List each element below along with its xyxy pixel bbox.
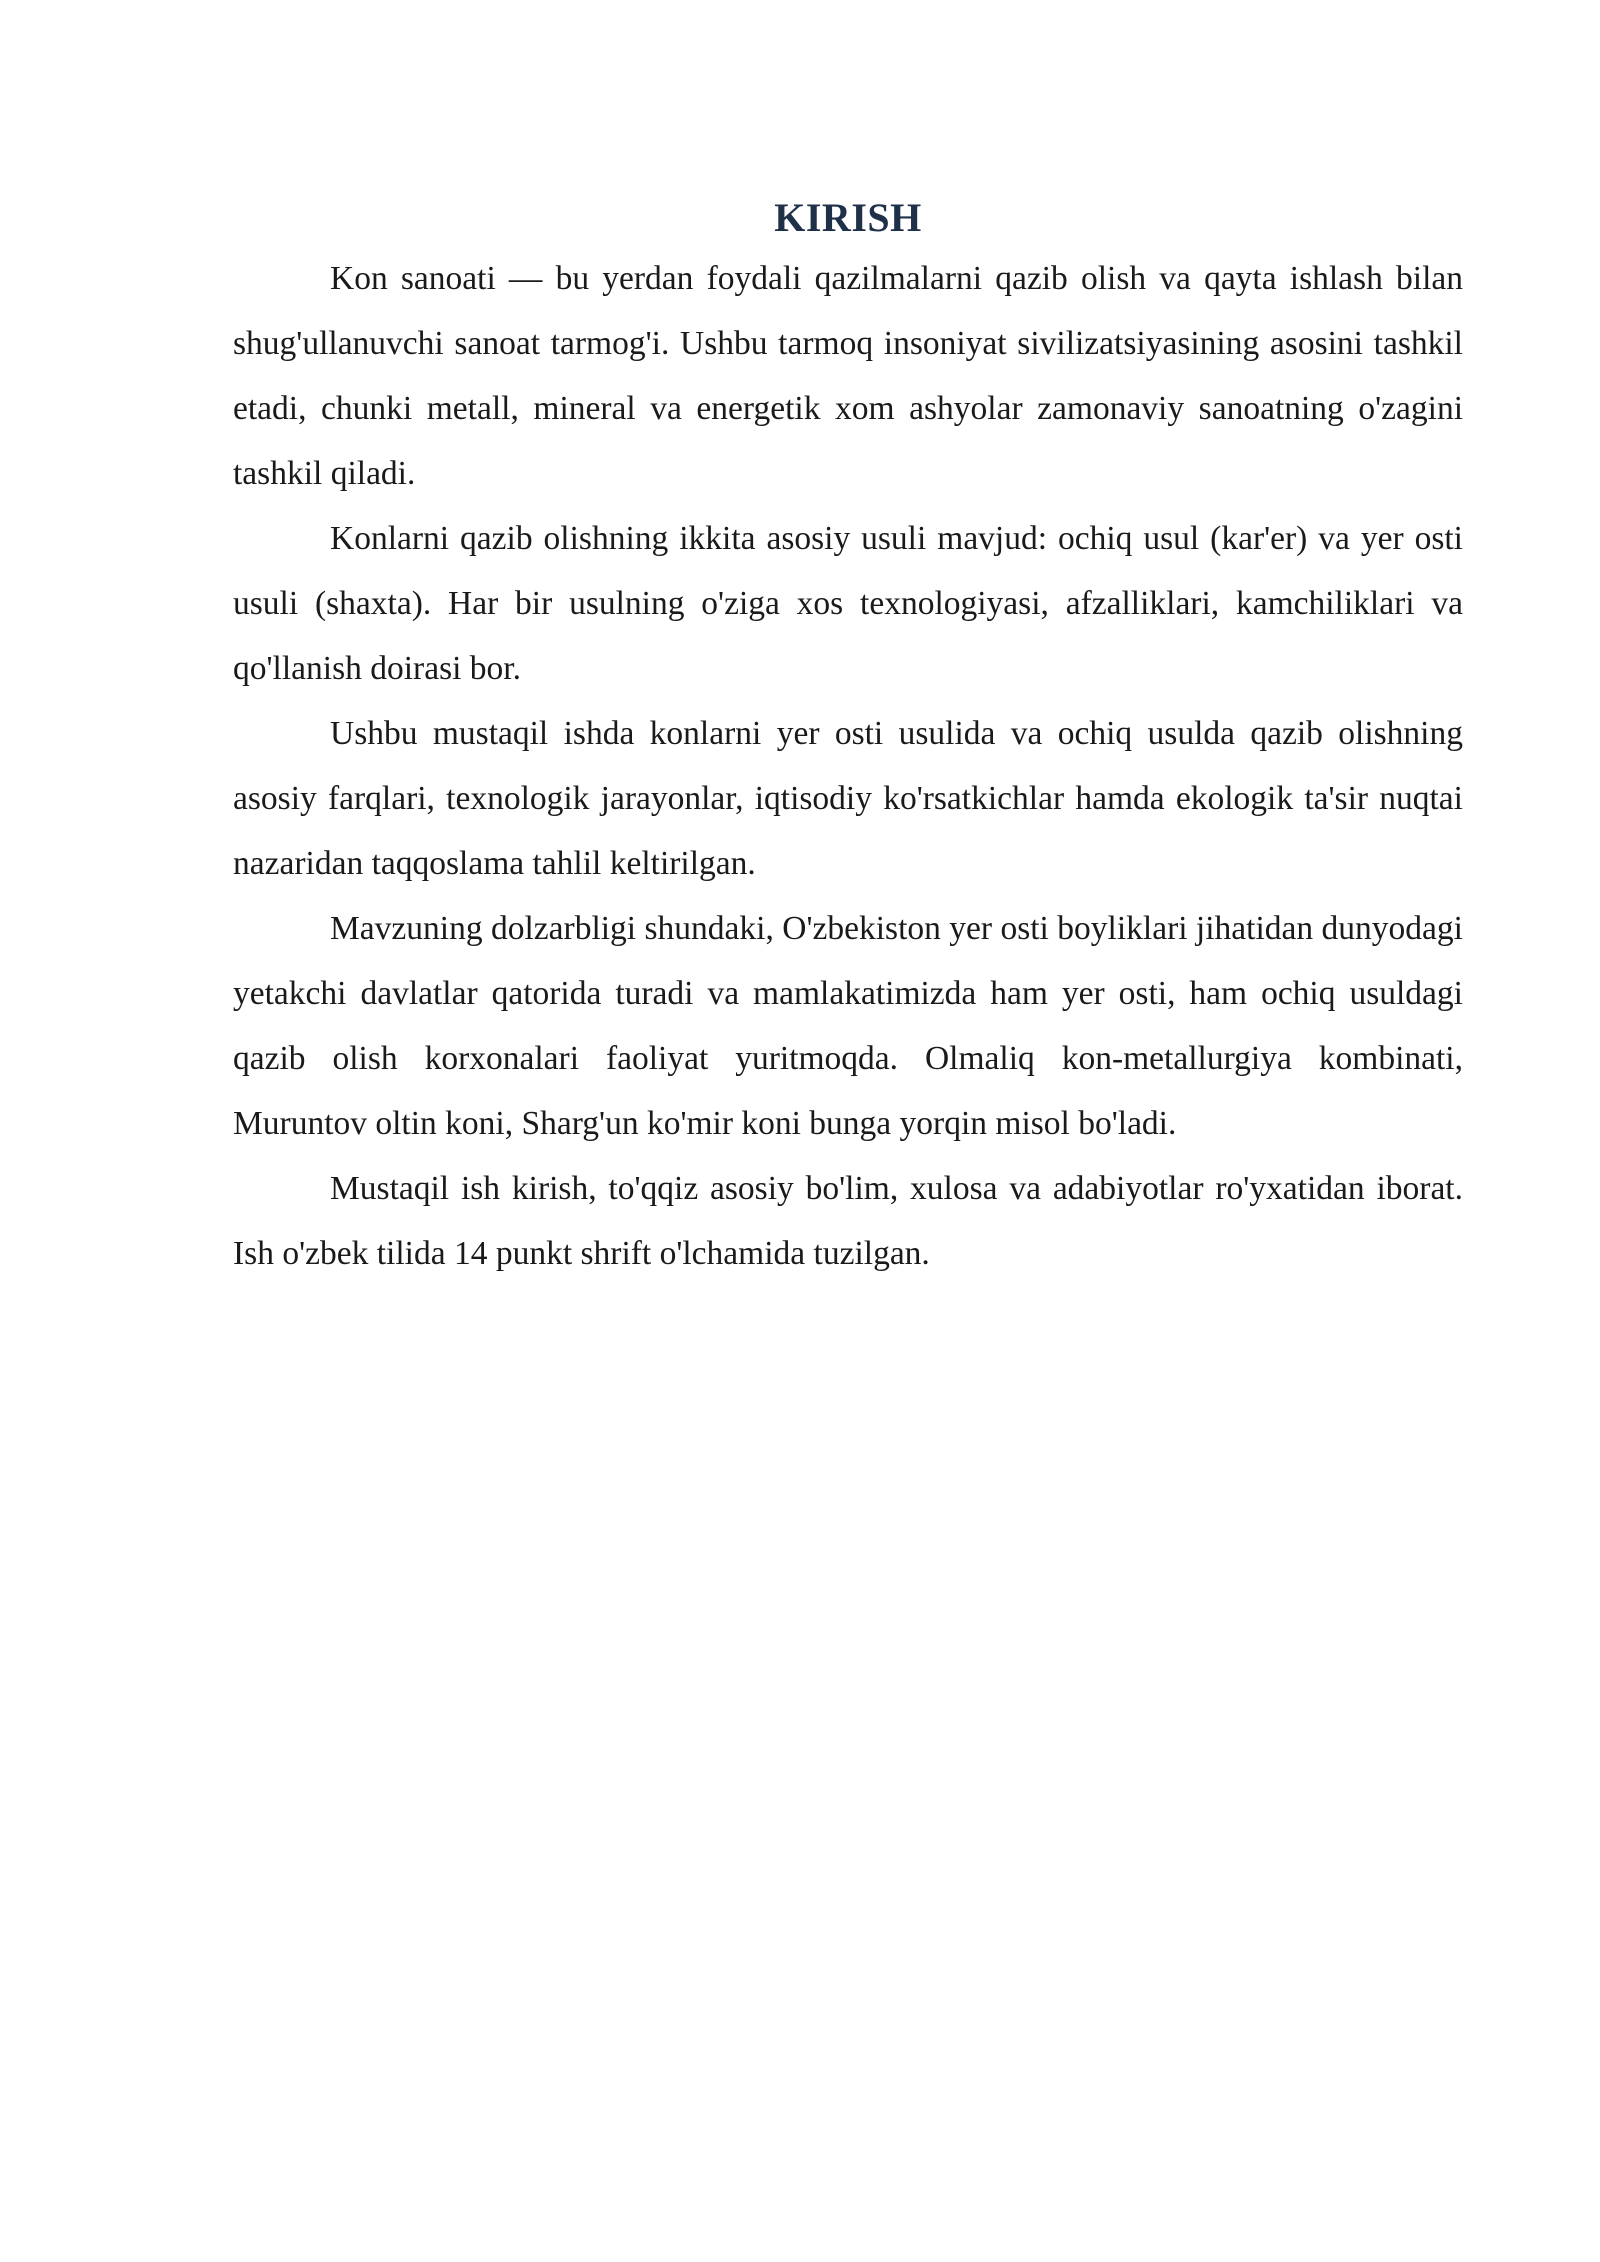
page-content [233, 190, 1463, 1286]
paragraph-3: Ushbu mustaqil ishda konlarni yer osti usulida va ochiq usulda qazib olishning asosiy farqlari, texnologik jarayonlar, iqtisodiy ko'rsatkichlar hamda ekologik ta'sir nuqtai nazaridan taqqoslama tahlil keltirilgan. [233, 715, 1463, 882]
paragraph-1: Kon sanoati — bu yerdan foydali qazilmalarni qazib olish va qayta ishlash bilan shug'ullanuvchi sanoat tarmog'i. Ushbu tarmoq insoniyat sivilizatsiyasining asosini tashkil etadi, chunki metall, mineral va energetik xom ashyolar zamonaviy sanoatning o'zagini tashkil qiladi. [233, 260, 1463, 492]
section-heading: KIRISH [774, 195, 922, 240]
paragraph-5: Mustaqil ish kirish, to'qqiz asosiy bo'lim, xulosa va adabiyotlar ro'yxatidan iborat. Ish o'zbek tilida 14 punkt shrift o'lchamida tuzilgan. [233, 1170, 1463, 1272]
paragraph-2: Konlarni qazib olishning ikkita asosiy usuli mavjud: ochiq usul (kar'er) va yer osti usuli (shaxta). Har bir usulning o'ziga xos texnologiyasi, afzalliklari, kamchiliklari va qo'llanish doirasi bor. [233, 520, 1463, 687]
paragraph-4: Mavzuning dolzarbligi shundaki, O'zbekiston yer osti boyliklari jihatidan dunyodagi yetakchi davlatlar qatorida turadi va mamlakatimizda ham yer osti, ham ochiq usuldagi qazib olish korxonalari faoliyat yuritmoqda. Olmaliq kon-metallurgiya kombinati, Muruntov oltin koni, Sharg'un ko'mir koni bunga yorqin misol bo'ladi. [233, 910, 1463, 1142]
